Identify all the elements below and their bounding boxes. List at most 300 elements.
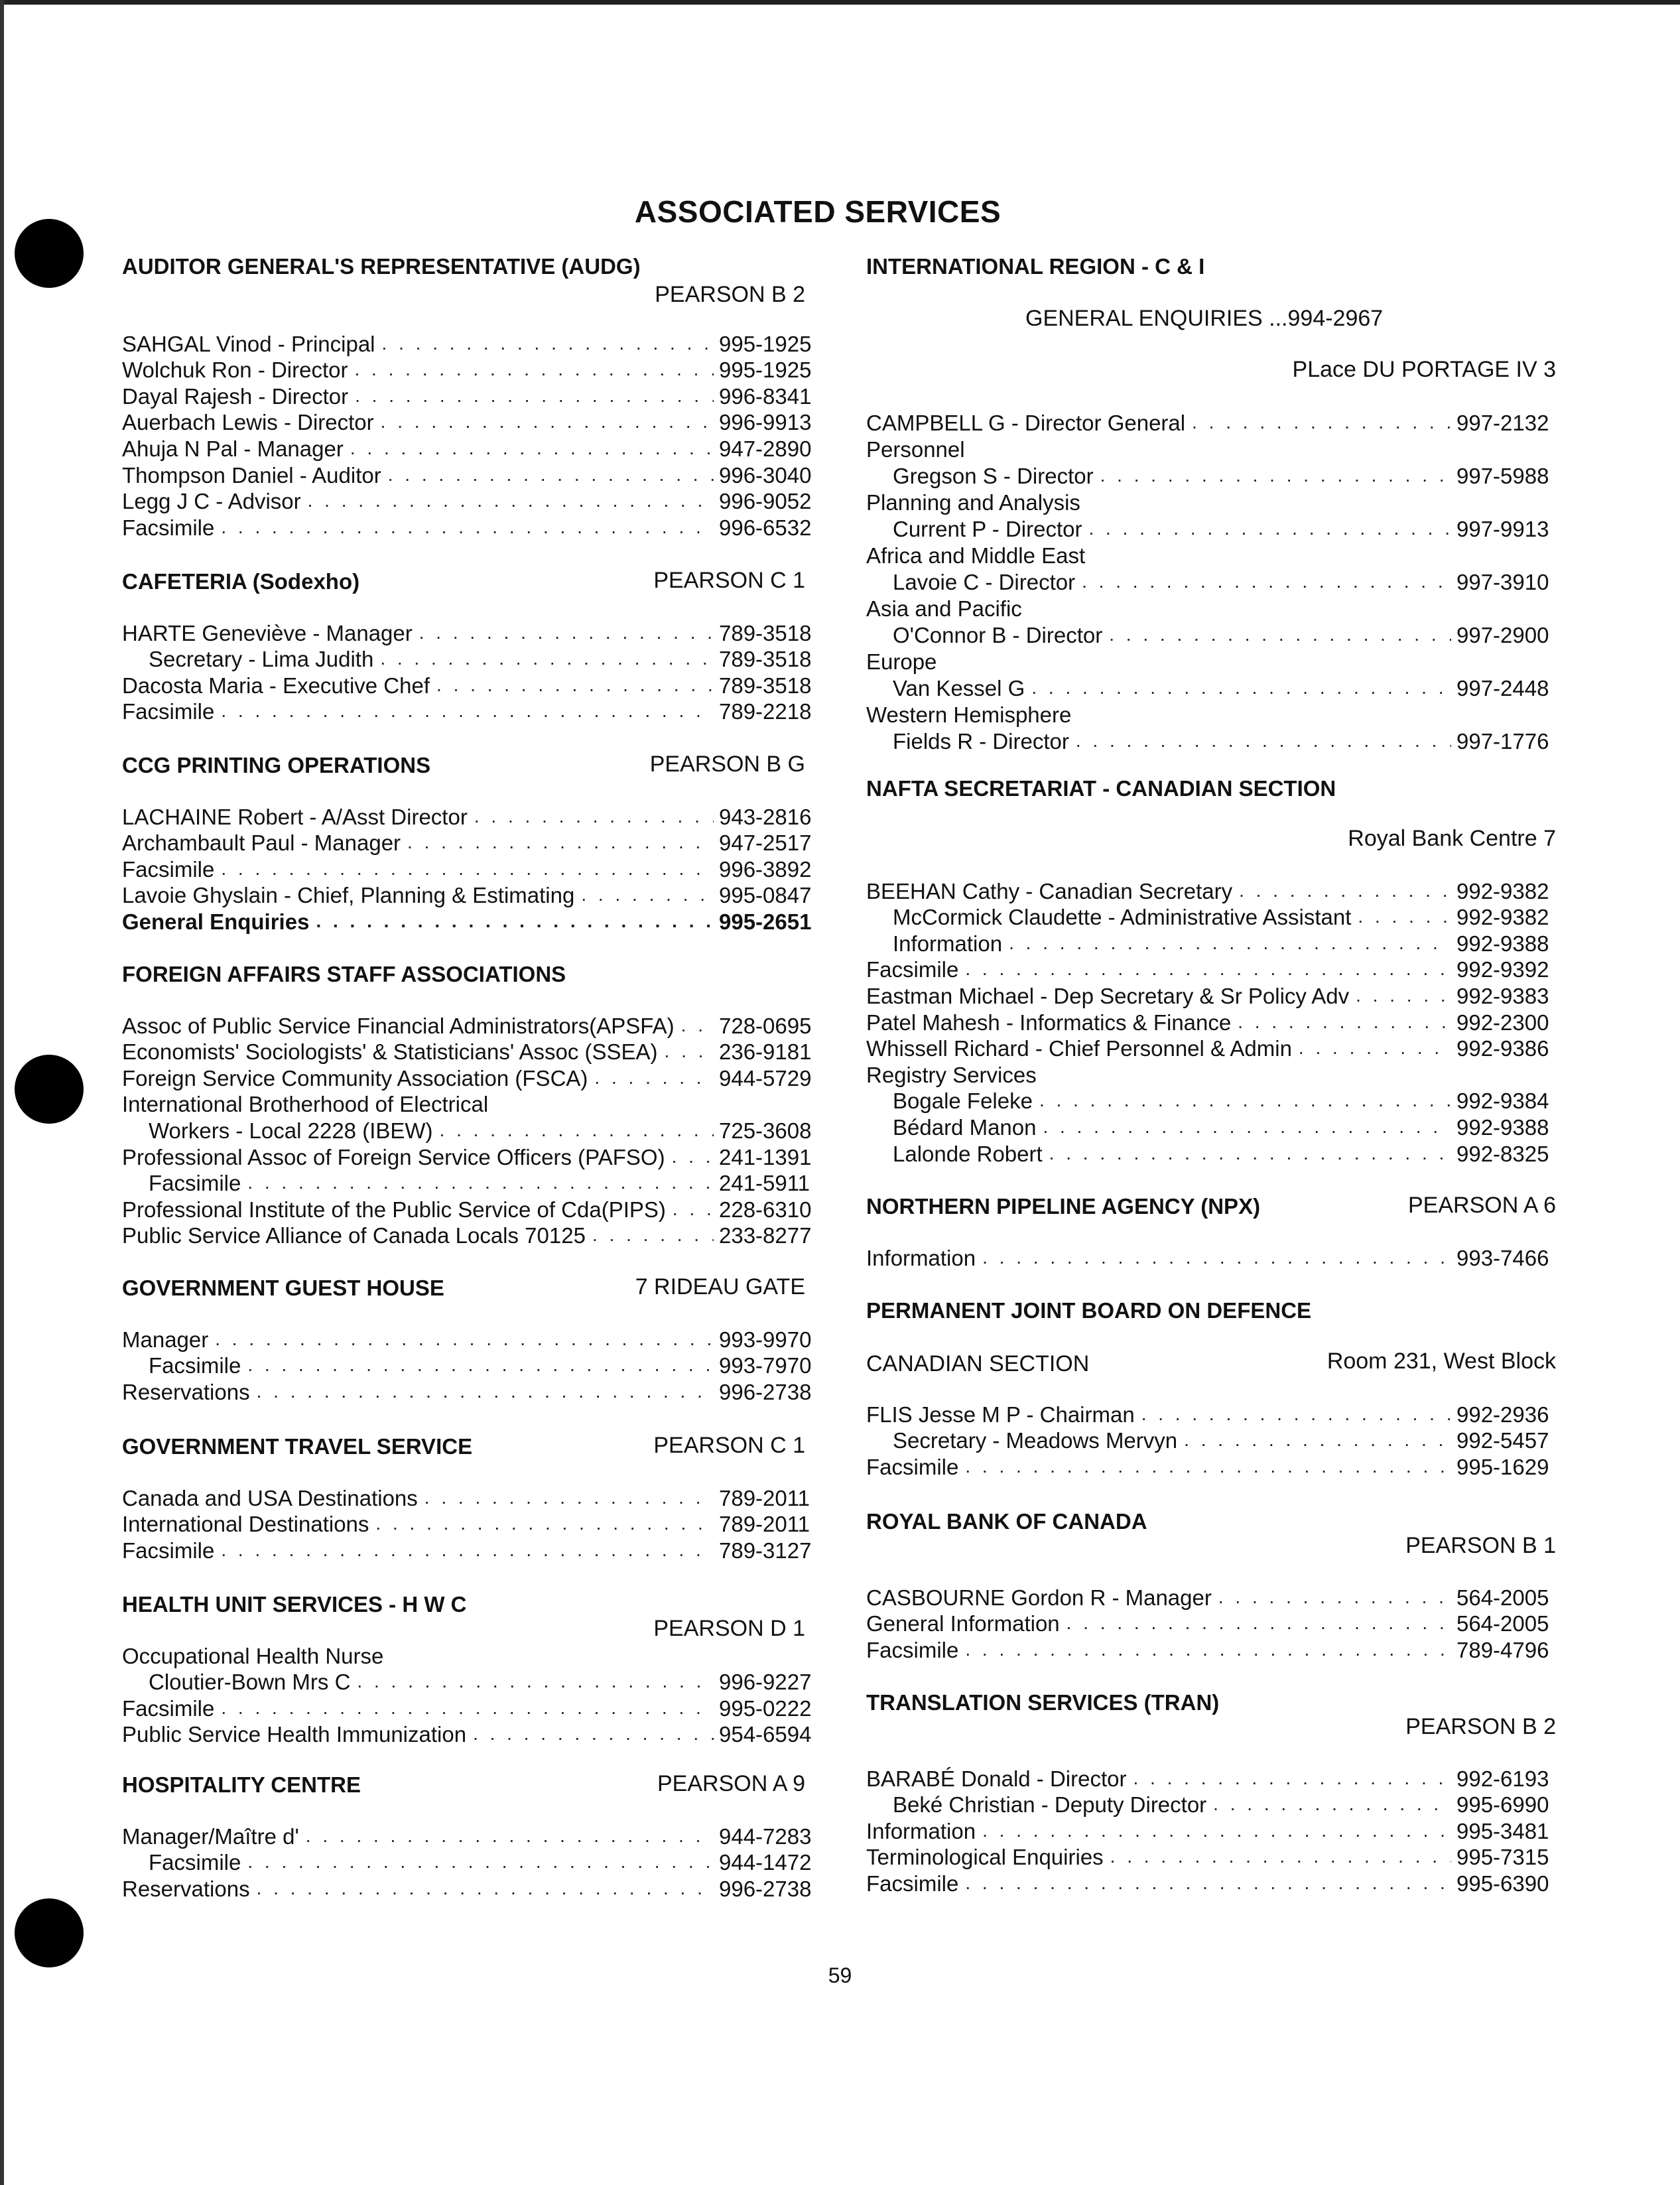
directory-row (122, 1721, 812, 1748)
directory-row (122, 1695, 812, 1721)
phone-number: 992-5457 (1456, 1428, 1549, 1453)
directory-row (122, 1012, 812, 1039)
phone-number: 241-1391 (719, 1144, 812, 1169)
dot-leader (473, 1723, 714, 1745)
directory-row (866, 436, 1556, 462)
section-location: PEARSON A 6 (1408, 1193, 1556, 1218)
entry-name: Ahuja N Pal - Manager (122, 436, 344, 461)
phone-number: 993-7970 (719, 1353, 812, 1378)
entry-name: Whissell Richard - Chief Personnel & Admin (866, 1036, 1292, 1061)
entry-name: Lalonde Robert (893, 1141, 1043, 1166)
entry-name: Occupational Health Nurse (122, 1643, 384, 1668)
directory-row (866, 1061, 1556, 1088)
section-subheading: CANADIAN SECTION (866, 1351, 1090, 1376)
entry-name: McCormick Claudette - Administrative Assistant (893, 905, 1352, 930)
dot-leader (1039, 1090, 1451, 1111)
dot-leader (1100, 465, 1451, 486)
section-location: 7 RIDEAU GATE (635, 1274, 805, 1299)
phone-number: 995-2651 (719, 909, 812, 934)
entry-name: Economists' Sociologists' & Statisticians' Assoc (SSEA) (122, 1039, 658, 1065)
dot-leader (1239, 880, 1451, 901)
dot-leader (388, 464, 714, 486)
directory-list (866, 1244, 1556, 1271)
directory-row (866, 1401, 1556, 1427)
directory-row (122, 514, 812, 541)
directory-row (866, 489, 1556, 515)
directory-list (122, 330, 812, 541)
directory-row (122, 435, 812, 462)
directory-row (866, 595, 1556, 622)
entry-name: Facsimile (866, 1871, 959, 1896)
dot-leader (681, 1015, 714, 1036)
phone-number: 996-6532 (719, 515, 812, 540)
entry-name: Information (893, 931, 1003, 956)
dot-leader (673, 1199, 714, 1220)
directory-row (122, 1537, 812, 1563)
section-location: PEARSON D 1 (653, 1616, 805, 1641)
entry-name: Facsimile (866, 957, 959, 982)
phone-number: 992-9386 (1456, 1036, 1549, 1061)
phone-number: 992-9388 (1456, 1114, 1549, 1140)
entry-name: HARTE Geneviève - Manager (122, 620, 413, 645)
phone-number: 992-9382 (1456, 878, 1549, 903)
phone-number: 728-0695 (719, 1013, 812, 1038)
section-location: PEARSON A 9 (657, 1771, 805, 1796)
directory-row (866, 568, 1556, 595)
entry-name: Foreign Service Community Association (FSCA) (122, 1065, 588, 1091)
dot-leader (308, 490, 714, 511)
phone-number: 997-5988 (1456, 464, 1549, 488)
directory-row (122, 882, 812, 909)
phone-number: 943-2816 (719, 804, 812, 829)
dot-leader (1213, 1794, 1451, 1815)
phone-number: 944-7283 (719, 1823, 812, 1849)
dot-leader (1356, 985, 1451, 1006)
directory-row (122, 803, 812, 830)
directory-row (122, 1065, 812, 1091)
directory-row (866, 1035, 1556, 1062)
directory-row (866, 648, 1556, 675)
phone-number: 995-3481 (1456, 1818, 1549, 1843)
directory-row (866, 1611, 1556, 1637)
phone-number: 997-2900 (1456, 623, 1549, 647)
phone-number: 992-2300 (1456, 1010, 1549, 1035)
phone-number: 995-1629 (1456, 1454, 1549, 1479)
dot-leader (1009, 933, 1451, 954)
entry-name: Registry Services (866, 1062, 1037, 1087)
directory-list (122, 1326, 812, 1405)
phone-number: 236-9181 (719, 1039, 812, 1065)
section-heading: GOVERNMENT TRAVEL SERVICE (122, 1434, 473, 1459)
dot-leader (672, 1146, 714, 1167)
section-location: PEARSON B 1 (1405, 1533, 1556, 1558)
directory-row (122, 1875, 812, 1902)
dot-leader (221, 1540, 714, 1561)
dot-leader (440, 1120, 714, 1141)
directory-row (866, 1636, 1556, 1663)
phone-number: 992-9392 (1456, 957, 1549, 982)
directory-row (122, 698, 812, 725)
directory-row (122, 1326, 812, 1353)
phone-number: 992-9384 (1456, 1089, 1549, 1114)
section-heading: GOVERNMENT GUEST HOUSE (122, 1276, 444, 1300)
directory-row (866, 701, 1556, 728)
directory-row (122, 646, 812, 673)
dot-leader (306, 1825, 714, 1847)
scan-top-edge (0, 0, 1680, 5)
section-heading: CAFETERIA (Sodexho) (122, 569, 360, 594)
entry-name: Information (866, 1245, 976, 1270)
entry-name: Facsimile (866, 1637, 959, 1662)
entry-name: CAMPBELL G - Director General (866, 411, 1186, 435)
entry-name: Facsimile (122, 856, 215, 882)
directory-row (122, 1196, 812, 1223)
dot-leader (380, 648, 714, 669)
entry-name: FLIS Jesse M P - Chairman (866, 1402, 1135, 1427)
section-heading: NORTHERN PIPELINE AGENCY (NPX) (866, 1194, 1261, 1219)
dot-leader (316, 911, 714, 932)
dot-leader (221, 858, 714, 880)
entry-name: General Information (866, 1611, 1060, 1636)
dot-leader (1043, 1116, 1451, 1138)
entry-name: Facsimile (122, 1538, 215, 1563)
directory-row (122, 1378, 812, 1405)
directory-list (122, 803, 812, 935)
entry-name: Canada and USA Destinations (122, 1485, 418, 1510)
dot-leader (1299, 1037, 1451, 1059)
dot-leader (1109, 624, 1451, 645)
entry-name: Public Service Health Immunization (122, 1722, 467, 1747)
dot-leader (592, 1225, 714, 1246)
directory-row (866, 1009, 1556, 1035)
directory-row (122, 1144, 812, 1170)
dot-leader (1088, 518, 1451, 539)
entry-name: Manager (122, 1327, 209, 1352)
entry-name: Asia and Pacific (866, 596, 1022, 621)
entry-name: Eastman Michael - Dep Secretary & Sr Policy Adv (866, 983, 1350, 1008)
entry-name: Professional Institute of the Public Service of Cda(PIPS) (122, 1197, 666, 1222)
section-heading: NAFTA SECRETARIAT - CANADIAN SECTION (866, 776, 1336, 801)
section-heading: ROYAL BANK OF CANADA (866, 1509, 1147, 1534)
dot-leader (1238, 1012, 1451, 1033)
phone-number: 992-9388 (1456, 931, 1549, 956)
section-location: PEARSON B 2 (1405, 1714, 1556, 1739)
entry-name: O'Connor B - Director (893, 623, 1103, 647)
phone-number: 564-2005 (1456, 1585, 1549, 1610)
entry-name: Patel Mahesh - Informatics & Finance (866, 1010, 1232, 1035)
entry-name: Archambault Paul - Manager (122, 830, 401, 856)
dot-leader (1141, 1404, 1451, 1425)
entry-name: Beké Christian - Deputy Director (893, 1792, 1207, 1818)
entry-name: Professional Assoc of Foreign Service Officers (PAFSO) (122, 1144, 665, 1169)
phone-number: 944-5729 (719, 1065, 812, 1091)
directory-row (122, 1170, 810, 1197)
entry-name: Facsimile (122, 699, 215, 724)
entry-name: BARABÉ Donald - Director (866, 1766, 1127, 1791)
phone-number: 789-3518 (719, 673, 812, 698)
entry-name: Fields R - Director (893, 729, 1069, 754)
phone-number: 995-1925 (719, 331, 812, 356)
dot-leader (1049, 1143, 1451, 1164)
dot-leader (355, 385, 714, 407)
entry-name: Thompson Daniel - Auditor (122, 462, 381, 488)
directory-row (866, 1870, 1556, 1896)
section-heading: AUDITOR GENERAL'S REPRESENTATIVE (AUDG) (122, 254, 641, 279)
entry-name: Facsimile (149, 1850, 241, 1875)
directory-row (866, 462, 1556, 489)
directory-row (866, 542, 1556, 568)
directory-row (122, 908, 812, 935)
directory-list (866, 409, 1556, 754)
phone-number: 228-6310 (719, 1197, 812, 1222)
phone-number: 789-3518 (719, 620, 812, 645)
phone-number: 993-9970 (719, 1327, 812, 1352)
directory-row (122, 330, 812, 357)
directory-row (866, 622, 1556, 648)
directory-list (122, 1485, 812, 1563)
phone-number: 995-6990 (1456, 1792, 1549, 1818)
dot-leader (1031, 677, 1451, 698)
dot-leader (375, 1513, 714, 1534)
directory-row (122, 620, 812, 646)
dot-leader (247, 1172, 714, 1193)
directory-row (866, 675, 1556, 701)
entry-name: Reservations (122, 1379, 250, 1404)
dot-leader (474, 806, 714, 827)
phone-number: 995-7315 (1456, 1845, 1549, 1870)
directory-row (122, 1223, 812, 1249)
phone-number: 992-8325 (1456, 1141, 1549, 1166)
directory-row (122, 1117, 812, 1144)
entry-name: Secretary - Lima Judith (149, 647, 374, 672)
entry-name: Reservations (122, 1876, 250, 1901)
dot-leader (407, 832, 714, 853)
phone-number: 789-2011 (719, 1485, 810, 1510)
directory-row (866, 1114, 1556, 1140)
directory-row (122, 1849, 812, 1876)
entry-name: Personnel (866, 437, 965, 462)
dot-leader (1082, 571, 1451, 592)
dot-leader (215, 1329, 714, 1350)
entry-name: Legg J C - Advisor (122, 489, 301, 514)
dot-leader (1192, 412, 1451, 433)
dot-leader (221, 700, 714, 722)
page-number: 59 (828, 1963, 852, 1987)
dot-leader (1066, 1613, 1451, 1634)
phone-number: 564-2005 (1456, 1611, 1549, 1636)
dot-leader (965, 959, 1451, 980)
directory-row (122, 488, 812, 515)
directory-row (122, 409, 812, 436)
phone-number: 241-5911 (719, 1171, 810, 1196)
directory-row (866, 1584, 1556, 1611)
dot-leader (594, 1067, 714, 1089)
entry-name: Bédard Manon (893, 1114, 1037, 1140)
phone-number: 997-3910 (1456, 570, 1549, 594)
entry-name: Information (866, 1818, 976, 1843)
entry-name: Current P - Director (893, 517, 1082, 541)
entry-name: General Enquiries (122, 909, 310, 934)
entry-name: Planning and Analysis (866, 490, 1080, 515)
section-location: PEARSON C 1 (653, 568, 805, 593)
phone-number: 789-2218 (719, 699, 812, 724)
entry-name: Manager/Maître d' (122, 1823, 299, 1849)
section-heading: HEALTH UNIT SERVICES - H W C (122, 1592, 467, 1617)
entry-name: Facsimile (149, 1171, 241, 1196)
section-heading: PERMANENT JOINT BOARD ON DEFENCE (866, 1298, 1312, 1323)
directory-row (122, 462, 812, 488)
directory-row (866, 957, 1556, 983)
dot-leader (1218, 1587, 1451, 1608)
directory-row (866, 1792, 1556, 1818)
entry-name: BEEHAN Cathy - Canadian Secretary (866, 878, 1233, 903)
phone-number: 996-8341 (719, 383, 812, 409)
directory-row (122, 1091, 805, 1118)
dot-leader (419, 622, 714, 643)
section-heading: TRANSLATION SERVICES (TRAN) (866, 1690, 1220, 1715)
phone-number: 997-9913 (1456, 517, 1549, 541)
phone-number: 992-9382 (1456, 905, 1549, 930)
dot-leader (1358, 906, 1451, 927)
directory-row (866, 1140, 1556, 1167)
phone-number: 992-6193 (1456, 1766, 1549, 1791)
directory-row (122, 1039, 812, 1065)
entry-name: Facsimile (122, 515, 215, 540)
dot-leader (965, 1639, 1451, 1660)
phone-number: 996-9913 (719, 410, 812, 435)
phone-number: 995-0222 (719, 1695, 812, 1721)
directory-row (122, 1485, 810, 1511)
directory-row (122, 1353, 812, 1379)
directory-row (866, 1765, 1556, 1792)
entry-name: International Destinations (122, 1512, 369, 1537)
dot-leader (247, 1851, 714, 1873)
directory-list (866, 1765, 1556, 1896)
phone-number: 789-4796 (1456, 1637, 1549, 1662)
entry-name: Facsimile (149, 1353, 241, 1378)
phone-number: 954-6594 (719, 1722, 812, 1747)
directory-row (866, 409, 1556, 436)
phone-number: 996-9052 (719, 489, 812, 514)
section-heading: INTERNATIONAL REGION - C & I (866, 254, 1205, 279)
entry-name: Lavoie C - Director (893, 570, 1076, 594)
phone-number: 725-3608 (719, 1118, 812, 1143)
dot-leader (665, 1041, 714, 1062)
phone-number: 996-2738 (719, 1876, 812, 1901)
phone-number: 789-2011 (719, 1512, 810, 1537)
dot-leader (965, 1873, 1451, 1894)
directory-row (866, 1453, 1556, 1480)
section-location: PEARSON B G (649, 752, 805, 777)
directory-row (866, 982, 1556, 1009)
binder-hole (15, 1055, 84, 1124)
directory-list (866, 1401, 1556, 1480)
directory-row (866, 1088, 1556, 1114)
scan-left-edge (0, 0, 4, 2185)
directory-list (866, 1584, 1556, 1663)
phone-number: 995-1925 (719, 358, 812, 383)
entry-name: Terminological Enquiries (866, 1845, 1104, 1870)
entry-name: Africa and Middle East (866, 543, 1086, 568)
phone-number: 996-2738 (719, 1379, 812, 1404)
section-location: Room 231, West Block (1326, 1349, 1556, 1374)
entry-name: Europe (866, 649, 937, 674)
directory-list (122, 620, 812, 724)
entry-name: Lavoie Ghyslain - Chief, Planning & Estimating (122, 883, 575, 908)
directory-list (122, 1823, 812, 1902)
dot-leader (982, 1247, 1451, 1268)
directory-row (866, 1244, 1556, 1271)
entry-name: Cloutier-Bown Mrs C (149, 1670, 351, 1695)
dot-leader (1076, 730, 1451, 752)
phone-number: 997-2448 (1456, 676, 1549, 700)
phone-number: 996-3892 (719, 856, 812, 882)
dot-leader (221, 1697, 714, 1719)
dot-leader (581, 884, 714, 905)
section-location: PLace DU PORTAGE IV 3 (1292, 357, 1556, 382)
entry-name: Bogale Feleke (893, 1089, 1033, 1114)
phone-number: 995-6390 (1456, 1871, 1549, 1896)
entry-name: CASBOURNE Gordon R - Manager (866, 1585, 1212, 1610)
phone-number: 997-2132 (1456, 411, 1549, 435)
directory-row (122, 1642, 805, 1669)
directory-row (122, 856, 812, 882)
entry-name: Secretary - Meadows Mervyn (893, 1428, 1178, 1453)
directory-row (866, 904, 1556, 931)
entry-name: SAHGAL Vinod - Principal (122, 331, 375, 356)
entry-name: LACHAINE Robert - A/Asst Director (122, 804, 468, 829)
section-location: Royal Bank Centre 7 (1348, 826, 1556, 851)
section-location: PEARSON B 2 (655, 282, 805, 307)
directory-row (866, 1818, 1556, 1844)
directory-row (866, 515, 1556, 542)
entry-name: Dayal Rajesh - Director (122, 383, 349, 409)
dot-leader (355, 359, 714, 380)
entry-name: Wolchuk Ron - Director (122, 358, 348, 383)
dot-leader (247, 1355, 714, 1376)
phone-number: 947-2890 (719, 436, 812, 461)
entry-name: Workers - Local 2228 (IBEW) (149, 1118, 433, 1143)
dot-leader (221, 517, 714, 538)
phone-number: 992-2936 (1456, 1402, 1549, 1427)
section-location: PEARSON C 1 (653, 1433, 805, 1458)
section-heading: HOSPITALITY CENTRE (122, 1772, 361, 1797)
entry-name: Western Hemisphere (866, 702, 1072, 727)
directory-row (122, 1823, 812, 1849)
directory-row (866, 930, 1556, 957)
phone-number: 992-9383 (1456, 983, 1549, 1008)
entry-name: Facsimile (122, 1695, 215, 1721)
dot-leader (1184, 1429, 1451, 1451)
directory-row (122, 1511, 810, 1538)
directory-row (122, 357, 812, 383)
dot-leader (436, 675, 714, 696)
directory-row (866, 878, 1556, 904)
general-enquiries: GENERAL ENQUIRIES ...994-2967 (1025, 306, 1384, 331)
directory-row (866, 1844, 1556, 1871)
phone-number: 996-9227 (719, 1670, 812, 1695)
binder-hole (15, 1898, 84, 1967)
phone-number: 944-1472 (719, 1850, 812, 1875)
dot-leader (1133, 1768, 1451, 1789)
dot-leader (424, 1487, 714, 1508)
dot-leader (382, 333, 714, 354)
directory-row (122, 830, 812, 856)
directory-row (122, 672, 812, 698)
phone-number: 789-3518 (719, 647, 812, 672)
entry-name: International Brotherhood of Electrical (122, 1092, 489, 1117)
section-heading: FOREIGN AFFAIRS STAFF ASSOCIATIONS (122, 962, 566, 986)
